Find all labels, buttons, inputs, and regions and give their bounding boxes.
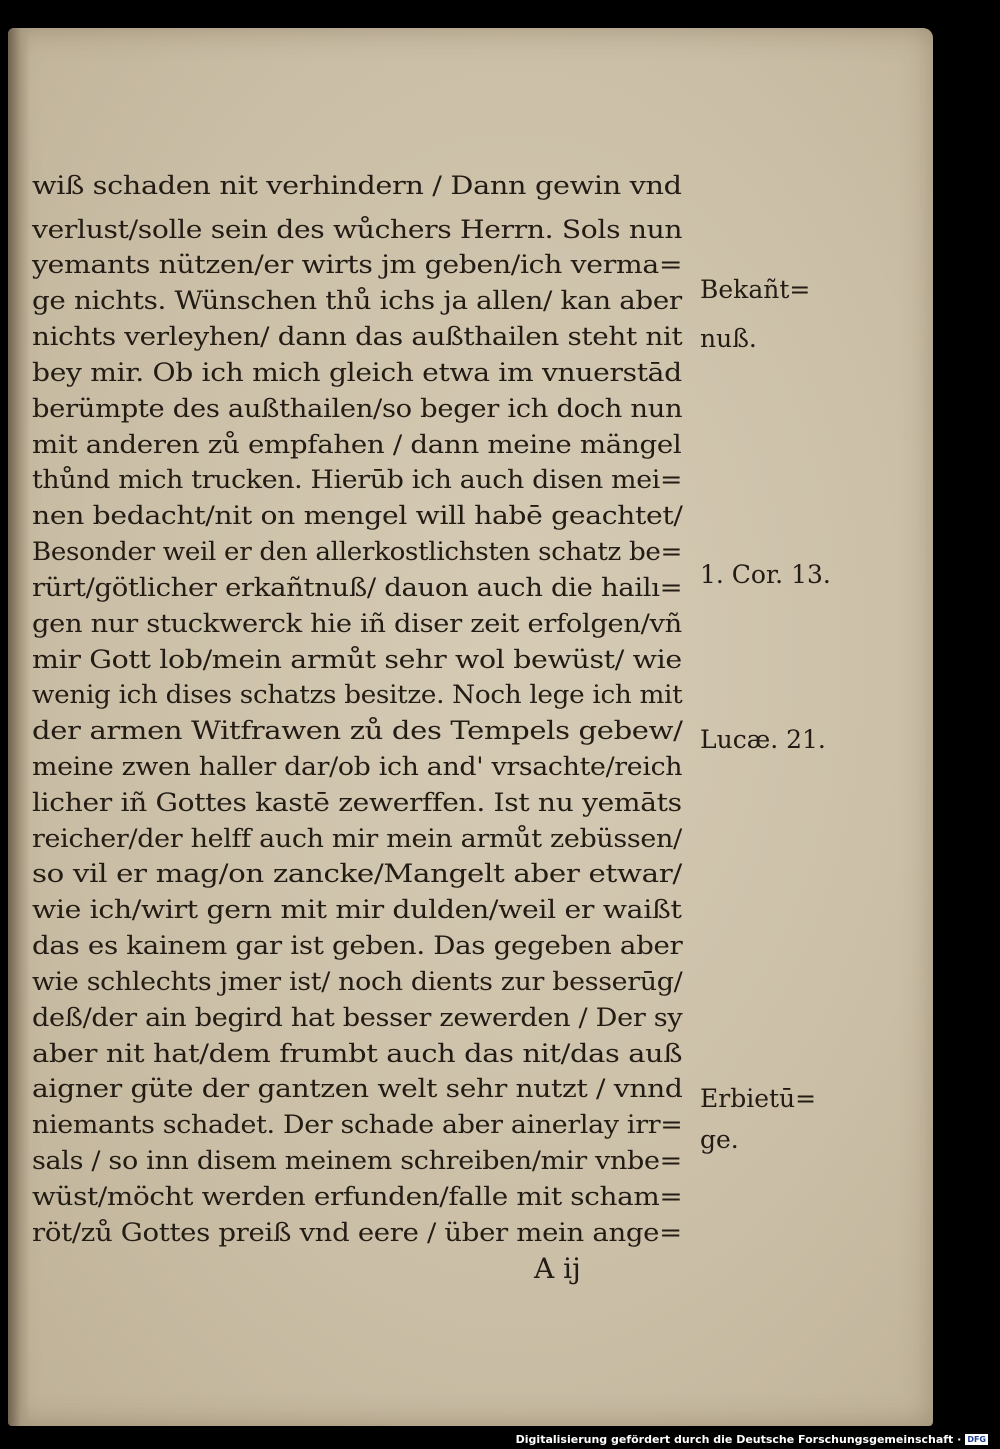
footer-credit — [516, 1433, 988, 1446]
text-line: wiß schaden nit verhindern / Dann gewin vnd — [32, 171, 682, 200]
margin-note-erbietunge-cont: ge. — [700, 1125, 739, 1154]
text-line: nichts verleyhen/ dann das außthailen steht nit — [32, 322, 683, 351]
text-line: Besonder weil er den allerkostlichsten schatz be= — [32, 537, 683, 566]
margin-note-erbietunge: Erbietū= — [700, 1084, 817, 1113]
text-line: aber nit hat/dem frumbt auch das nit/das auß — [32, 1039, 683, 1068]
text-line: wenig ich dises schatzs besitze. Noch lege ich mit — [32, 680, 683, 709]
text-line: licher iñ Gottes kastē zewerffen. Ist nu yemāts — [32, 788, 682, 817]
text-line: das es kainem gar ist geben. Das gegeben aber — [32, 931, 683, 960]
text-line: rürt/götlicher erkañtnuß/ dauon auch die hailı= — [32, 573, 683, 602]
text-line: niemants schadet. Der schade aber ainerlay irr= — [32, 1110, 683, 1139]
margin-note-bekantnus: Bekañt= — [700, 275, 811, 304]
text-line: reicher/der helff auch mir mein armůt zebüssen/ — [32, 824, 682, 853]
text-line: verlust/solle sein des wůchers Herrn. Sols nun — [32, 215, 683, 244]
text-line: so vil er mag/on zancke/Mangelt aber etwar/ — [32, 859, 682, 888]
margin-note-lucae: Lucæ. 21. — [700, 725, 826, 754]
text-line: deß/der ain begird hat besser zewerden / Der sy — [32, 1003, 683, 1032]
text-line: bey mir. Ob ich mich gleich etwa im vnuerstād — [32, 358, 682, 387]
text-line: mit anderen zů empfahen / dann meine mängel — [32, 430, 682, 459]
text-line: thůnd mich trucken. Hierūb ich auch disen mei= — [32, 465, 683, 494]
text-line: berümpte des außthailen/so beger ich doch nun — [32, 394, 683, 423]
text-line: meine zwen haller dar/ob ich and' vrsachte/reich — [32, 752, 683, 781]
text-line: der armen Witfrawen zů des Tempels gebew/ — [32, 716, 683, 745]
text-line: wie schlechts jmer ist/ noch dients zur besserūg/ — [32, 967, 683, 996]
dfg-logo-icon: DFG — [967, 1435, 986, 1444]
signature-mark: A ij — [534, 1252, 581, 1285]
text-line: nen bedacht/nit on mengel will habē geachtet/ — [32, 501, 683, 530]
margin-note-bekantnus-cont: nuß. — [700, 324, 757, 353]
text-line: röt/zů Gottes preiß vnd eere / über mein ange= — [32, 1218, 682, 1247]
text-line: gen nur stuckwerck hie iñ diser zeit erfolgen/vñ — [32, 609, 682, 638]
text-line: wie ich/wirt gern mit mir dulden/weil er waißt — [32, 895, 682, 924]
text-line: yemants nützen/er wirts jm geben/ich verma= — [32, 250, 683, 279]
footer-text: Digitalisierung gefördert durch die Deutsche Forschungsgemeinschaft · — [515, 1433, 962, 1446]
text-line: ge nichts. Wünschen thů ichs ja allen/ kan aber — [32, 286, 682, 315]
text-line: mir Gott lob/mein armůt sehr wol bewüst/ wie — [32, 645, 682, 674]
text-line: aigner güte der gantzen welt sehr nutzt / vnnd — [32, 1074, 683, 1103]
text-line: sals / so inn disem meinem schreiben/mir vnbe= — [32, 1146, 682, 1175]
page-gutter — [8, 28, 30, 1426]
text-line: wüst/möcht werden erfunden/falle mit scham= — [32, 1182, 683, 1211]
margin-note-cor: 1. Cor. 13. — [700, 560, 831, 589]
